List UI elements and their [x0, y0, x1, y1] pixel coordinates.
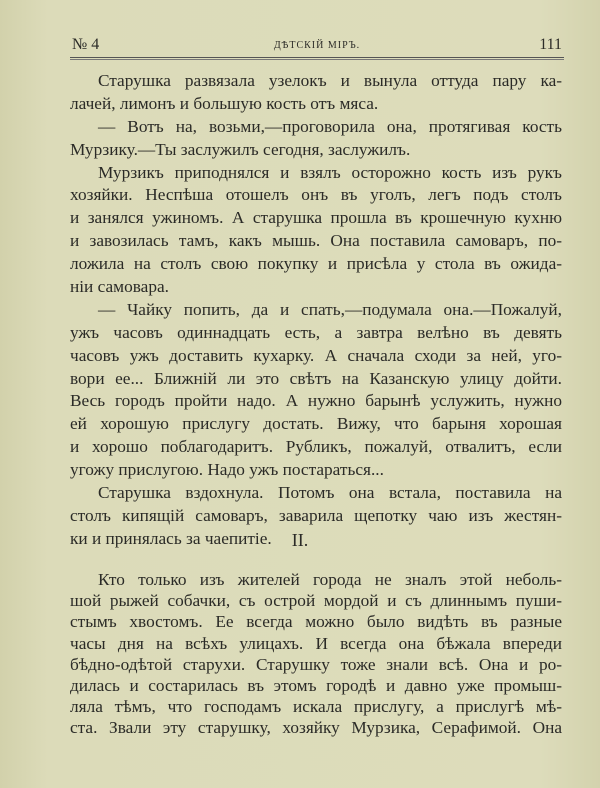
text-line: ляла тѣмъ, что господамъ искала прислугу, а прислугѣ мѣ-: [70, 697, 562, 717]
text-line: Мурзику.—Ты заслужилъ сегодня, заслужилъ.: [70, 139, 411, 159]
text-line: бѣдно-одѣтой старухи. Старушку тоже знали всѣ. Она и ро-: [70, 654, 562, 674]
text-line: ужъ часовъ одиннадцать есть, а завтра велѣно въ девять: [70, 322, 562, 342]
text-line: Старушка вздохнула. Потомъ она встала, поставила на: [98, 483, 562, 503]
header-rule: [70, 57, 564, 60]
text-line: ста. Звали эту старушку, хозяйку Мурзика, Серафимой. Она: [70, 718, 562, 738]
text-line: шой рыжей собачки, съ острой мордой и съ длиннымъ пуши-: [70, 591, 562, 611]
text-line: угожу прислугою. Надо ужъ постараться...: [70, 460, 384, 480]
running-header: [72, 36, 562, 56]
page-number: 111: [539, 36, 562, 53]
text-line: ніи самовара.: [70, 277, 169, 297]
journal-title: ДѢТСКІЙ МІРЪ.: [273, 40, 361, 51]
text-block-part-1: [70, 70, 562, 551]
text-block-part-2: [70, 569, 562, 739]
text-line: столъ кипящій самоваръ, заварила щепотку чаю изъ жестян-: [70, 505, 562, 525]
issue-number: № 4: [72, 36, 100, 53]
text-line: лачей, лимонъ и большую кость отъ мяса.: [70, 93, 379, 113]
text-line: хозяйки. Неспѣша отошелъ онъ въ уголъ, легъ подъ столъ: [70, 185, 562, 205]
text-line: и хорошо поблагодаритъ. Рубликъ, пожалуй, отвалитъ, если: [70, 437, 562, 457]
text-line: и занялся ужиномъ. А старушка прошла въ крошечную кухню: [70, 208, 562, 228]
section-heading: II.: [291, 530, 309, 550]
text-line: Старушка развязала узелокъ и вынула оттуда пару ка-: [98, 71, 562, 90]
text-line: ей хорошую прислугу достать. Вижу, что барыня хорошая: [70, 414, 562, 434]
text-line: Кто только изъ жителей города не зналъ этой неболь-: [98, 570, 562, 589]
text-line: — Вотъ на, возьми,—проговорила она, протягивая кость: [98, 116, 562, 136]
text-line: стымъ хвостомъ. Ее всегда можно было видѣть въ разные: [70, 612, 562, 632]
text-line: Мурзикъ приподнялся и взялъ осторожно кость изъ рукъ: [98, 162, 562, 182]
text-line: и завозилась тамъ, какъ мышь. Она поставила самоваръ, по-: [70, 231, 562, 251]
text-line: часовъ ужъ доставить кухарку. А сначала сходи за ней, уго-: [70, 345, 562, 365]
text-line: вори ее... Ближній ли это свѣтъ на Казанскую улицу дойти.: [70, 368, 562, 388]
text-line: Весь городъ пройти надо. А нужно барынѣ услужить, нужно: [70, 391, 562, 411]
text-line: ки и принялась за чаепитіе.: [70, 528, 272, 548]
text-line: — Чайку попить, да и спать,—подумала она.—Пожалуй,: [98, 299, 562, 319]
text-line: часы дня на всѣхъ улицахъ. И всегда она бѣжала впереди: [70, 633, 562, 653]
text-line: дилась и состарилась въ этомъ городѣ и давно уже промыш-: [70, 675, 562, 695]
text-line: ложила на столъ свою покупку и присѣла у стола въ ожида-: [70, 254, 562, 274]
